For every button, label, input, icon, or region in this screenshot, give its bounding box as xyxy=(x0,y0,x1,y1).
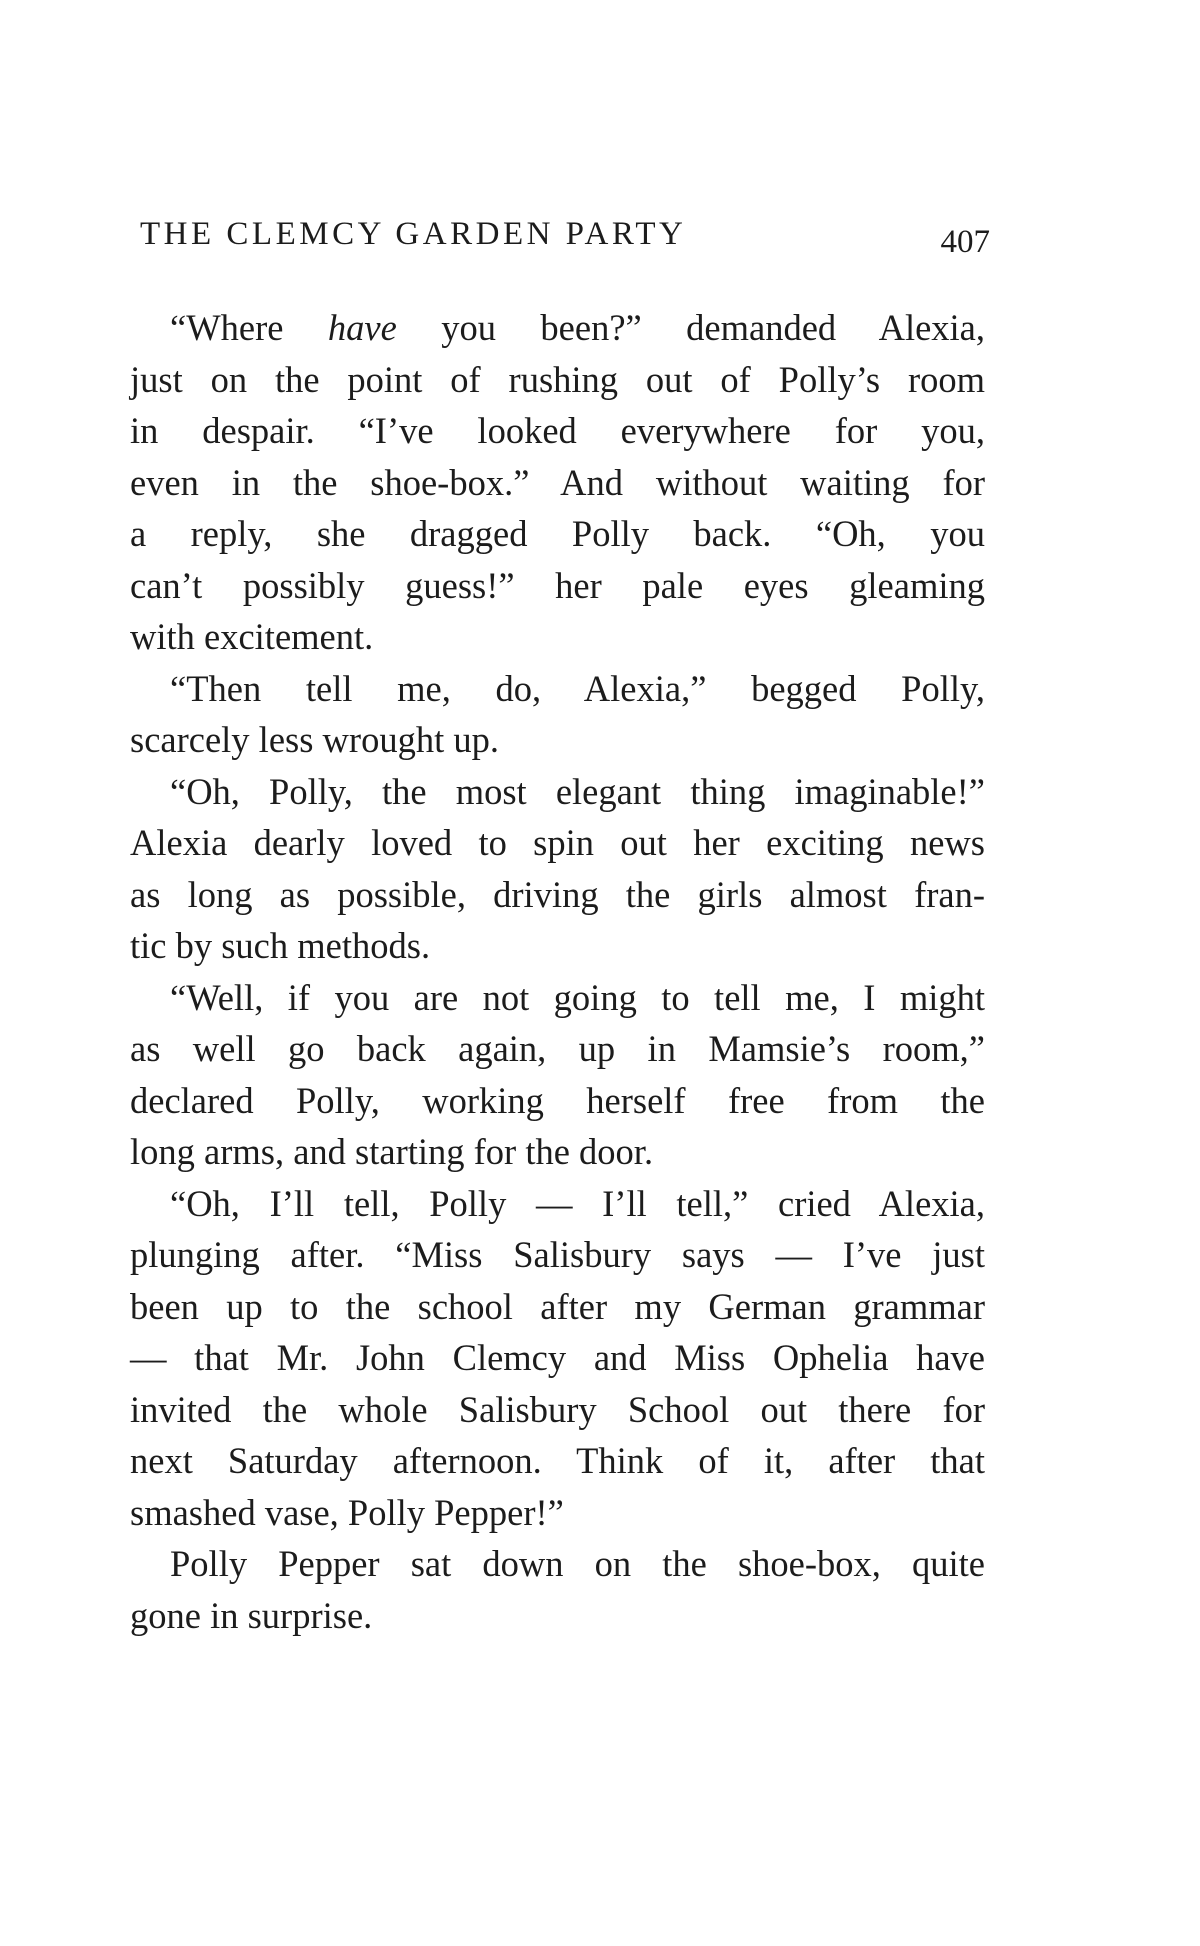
text-line: tic by such methods. xyxy=(130,925,431,966)
text-line: plunging after. “Miss Salisbury says — I’ve just xyxy=(130,1234,985,1275)
text-line: “Well, if you are not going to tell me, I might xyxy=(170,976,985,1018)
running-title: THE CLEMCY GARDEN PARTY xyxy=(140,216,687,252)
text-line xyxy=(130,302,985,354)
text-line: invited the whole Salisbury School out there for xyxy=(130,1388,985,1430)
text-line: with excitement. xyxy=(130,616,374,657)
line-segment: “Where xyxy=(170,307,328,348)
text-line: Polly Pepper sat down on the shoe-box, quite xyxy=(170,1543,985,1584)
text-line: smashed vase, Polly Pepper!” xyxy=(130,1491,564,1533)
text-line: as well go back again, up in Mamsie’s room,” xyxy=(130,1028,985,1069)
text-line: “Then tell me, do, Alexia,” begged Polly, xyxy=(170,667,985,709)
text-line: been up to the school after my German grammar xyxy=(130,1285,985,1327)
line-segment: you been?” demanded Alexia, xyxy=(396,307,985,348)
text-line: a reply, she dragged Polly back. “Oh, you xyxy=(130,513,985,554)
text-line: scarcely less wrought up. xyxy=(130,719,499,760)
text-line: Alexia dearly loved to spin out her exciting news xyxy=(130,822,985,863)
text-line: declared Polly, working herself free from the xyxy=(130,1079,985,1121)
text-line: as long as possible, driving the girls almost fran- xyxy=(130,873,985,915)
body-text xyxy=(130,302,985,1641)
text-line: — that Mr. John Clemcy and Miss Ophelia have xyxy=(130,1337,985,1378)
running-head xyxy=(140,216,990,266)
text-line: gone in surprise. xyxy=(130,1594,373,1636)
text-line: “Oh, Polly, the most elegant thing imaginable!” xyxy=(170,770,985,812)
text-line: even in the shoe-box.” And without waiting for xyxy=(130,461,985,503)
text-line: long arms, and starting for the door. xyxy=(130,1131,654,1172)
page-number: 407 xyxy=(940,224,990,260)
italic-word: have xyxy=(327,307,397,348)
text-line: just on the point of rushing out of Polly’s room xyxy=(130,358,985,400)
text-line: next Saturday afternoon. Think of it, after that xyxy=(130,1440,985,1481)
text-line: “Oh, I’ll tell, Polly — I’ll tell,” cried Alexia, xyxy=(170,1182,985,1224)
text-line: can’t possibly guess!” her pale eyes gleaming xyxy=(130,564,985,606)
text-line: in despair. “I’ve looked everywhere for you, xyxy=(130,410,985,451)
